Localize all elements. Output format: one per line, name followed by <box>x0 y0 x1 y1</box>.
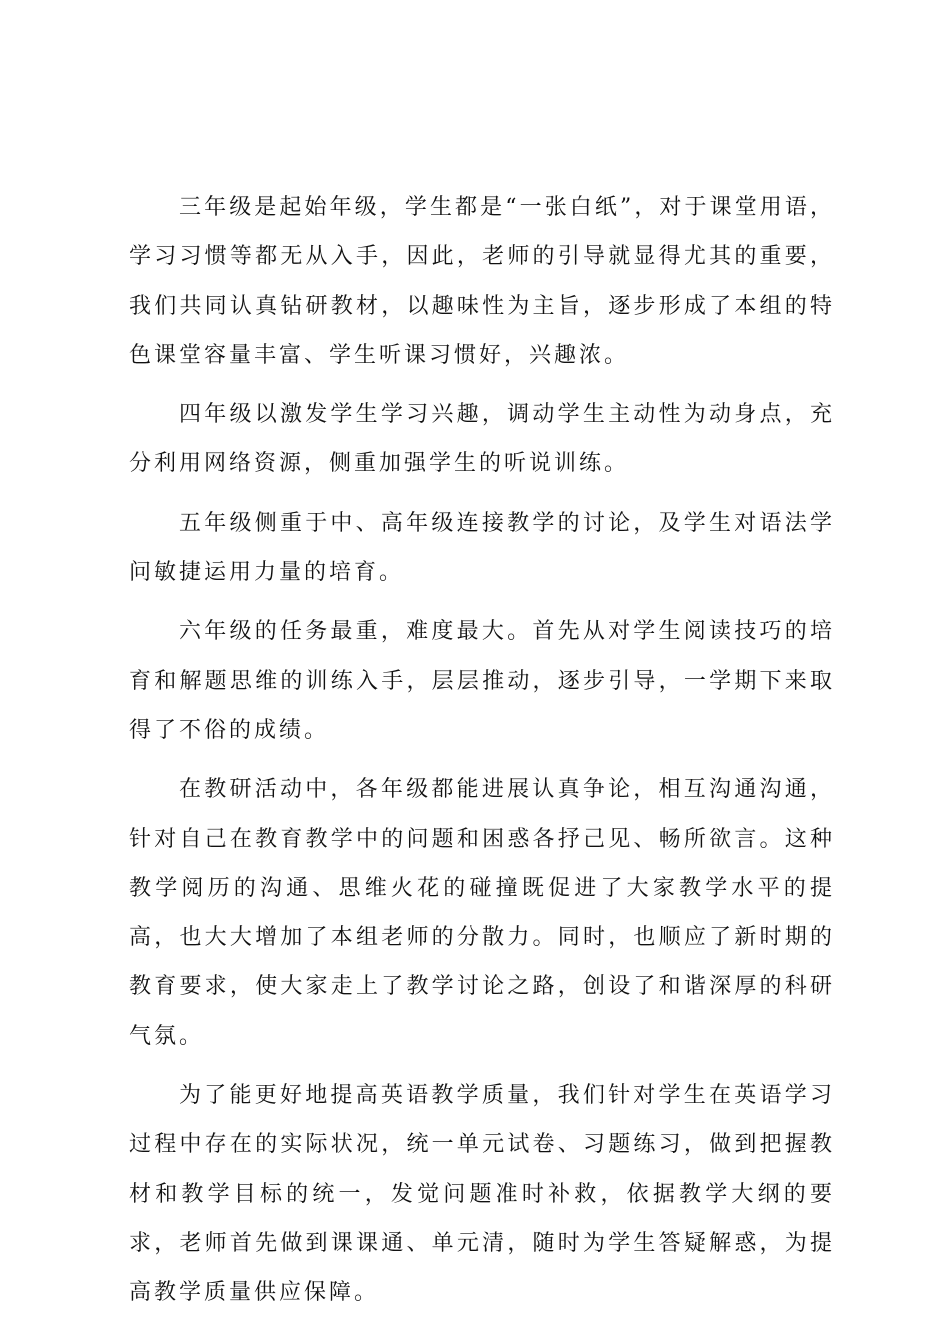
paragraph-teaching-quality: 为了能更好地提高英语教学质量，我们针对学生在英语学习过程中存在的实际状况，统一单元试卷、习题练习，做到把握教材和教学目标的统一，发觉问题准时补救，依据教学大纲的要求，老师首先做到课课通、单元清，随时为学生答疑解惑，为提高教学质量供应保障。 <box>129 1083 835 1306</box>
paragraph-grade-six: 六年级的任务最重，难度最大。首先从对学生阅读技巧的培育和解题思维的训练入手，层层推动，逐步引导，一学期下来取得了不俗的成绩。 <box>129 619 835 743</box>
document-body <box>129 183 835 1328</box>
paragraph-grade-five: 五年级侧重于中、高年级连接教学的讨论，及学生对语法学问敏捷运用力量的培育。 <box>129 510 835 586</box>
paragraph-grade-three: 三年级是起始年级，学生都是“一张白纸”，对于课堂用语，学习习惯等都无从入手，因此，老师的引导就显得尤其的重要，我们共同认真钻研教材，以趣味性为主旨，逐步形成了本组的特色课堂容量丰富、学生听课习惯好，兴趣浓。 <box>129 195 835 368</box>
paragraph-teaching-research: 在教研活动中，各年级都能进展认真争论，相互沟通沟通，针对自己在教育教学中的问题和困惑各抒己见、畅所欲言。这种教学阅历的沟通、思维火花的碰撞既促进了大家教学水平的提高，也大大增加了本组老师的分散力。同时，也顺应了新时期的教育要求，使大家走上了教学讨论之路，创设了和谐深厚的科研气氛。 <box>129 777 835 1049</box>
paragraph-grade-four: 四年级以激发学生学习兴趣，调动学生主动性为动身点，充分利用网络资源，侧重加强学生的听说训练。 <box>129 402 835 477</box>
